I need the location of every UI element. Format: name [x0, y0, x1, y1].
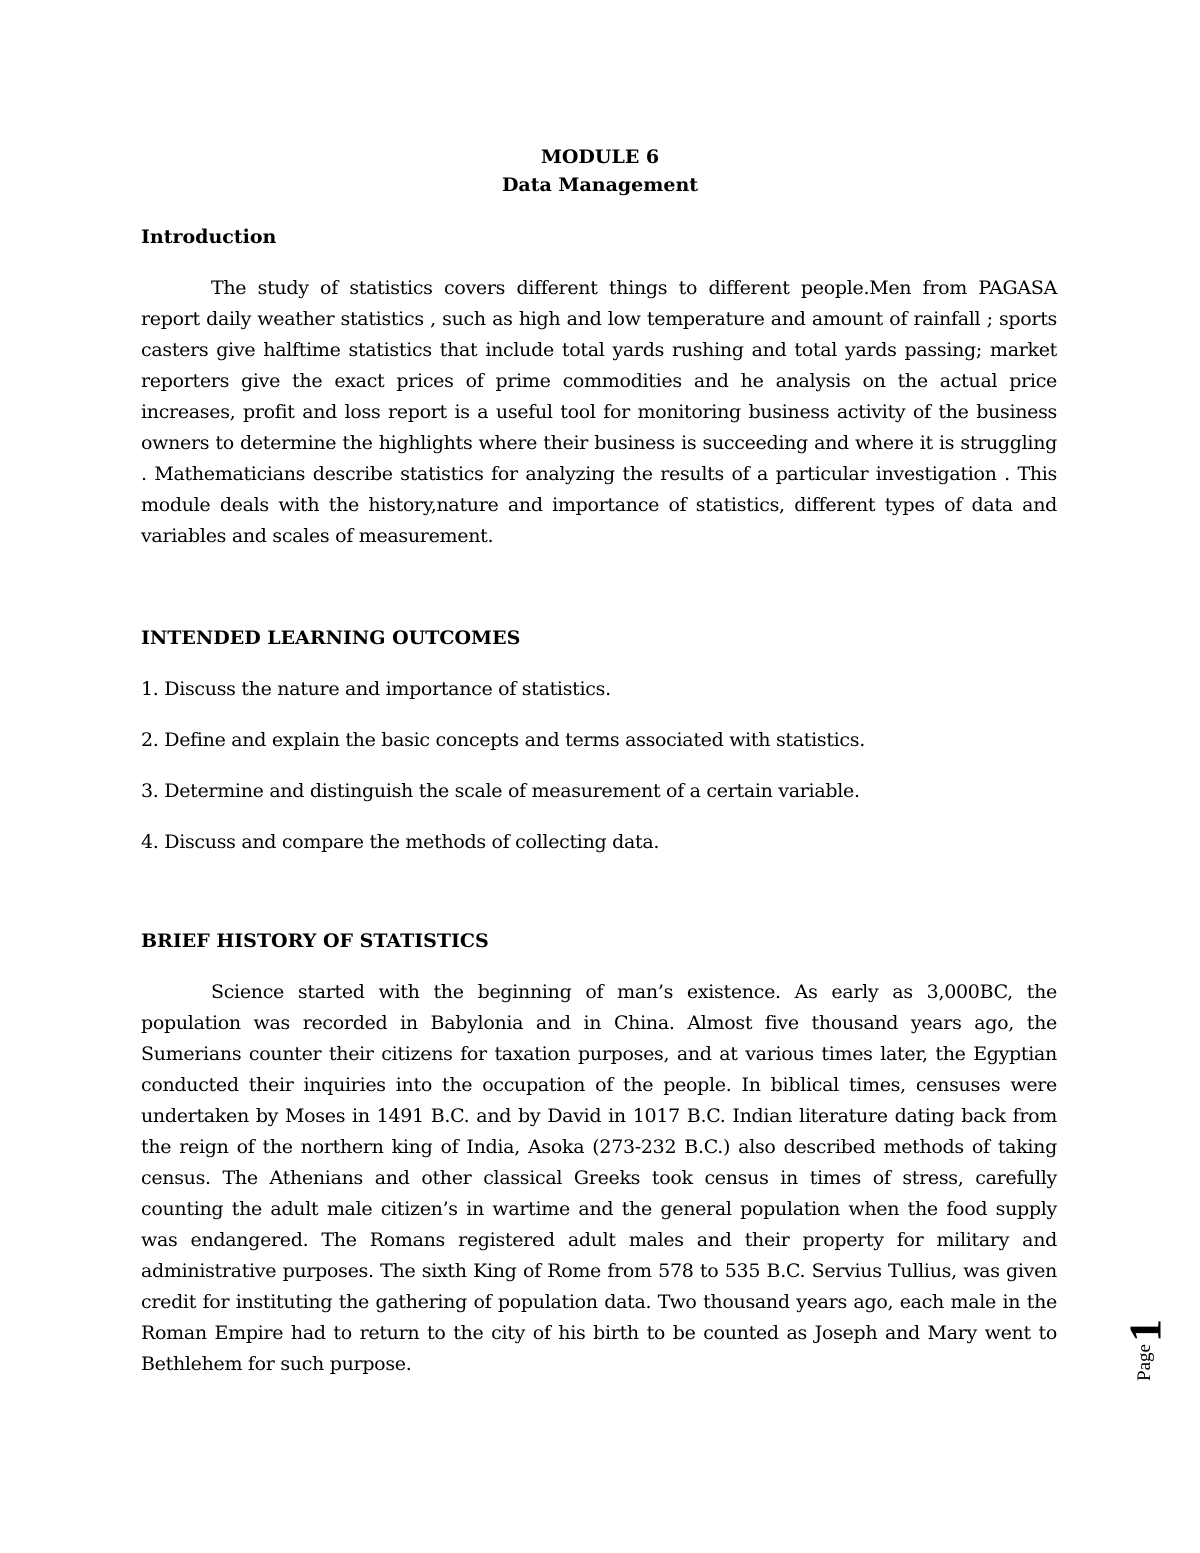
page-number-marker — [1105, 1295, 1185, 1405]
page-label: Page — [1134, 1344, 1155, 1381]
learning-outcomes-heading: INTENDED LEARNING OUTCOMES — [141, 627, 521, 649]
page-number: 1 — [1119, 1319, 1171, 1343]
learning-outcome-item: 2. Define and explain the basic concepts and terms associated with statistics. — [141, 729, 865, 751]
learning-outcomes-list — [141, 675, 865, 879]
introduction-heading: Introduction — [141, 226, 277, 248]
learning-outcome-item: 3. Determine and distinguish the scale of measurement of a certain variable. — [141, 780, 860, 802]
history-paragraph: Science started with the beginning of man’s existence. As early as 3,000BC, the population was recorded in Babylonia and in China. Almost five thousand years ago, the Sumerians counter their citizens for taxation purposes, and at various times later, the Egyptian conducted their inquiries into the occupation of the people. In biblical times, censuses were undertaken by Moses in 1491 B.C. and by David in 1017 B.C. Indian literature dating back from the reign of the northern king of India, Asoka (273-232 B.C.) also described methods of taking census. The Athenians and other classical Greeks took census in times of stress, carefully counting the adult male citizen’s in wartime and the general population when the food supply was endangered. The Romans registered adult males and their property for military and administrative purposes. The sixth King of Rome from 578 to 535 B.C. Servius Tullius, was given credit for instituting the gathering of population data. Two thousand years ago, each male in the Roman Empire had to return to the city of his birth to be counted as Joseph and Mary went to Bethlehem for such purpose. — [141, 981, 1057, 1375]
module-subtitle: Data Management — [501, 174, 699, 196]
introduction-paragraph: The study of statistics covers different things to different people.Men from PAGASA report daily weather statistics , such as high and low temperature and amount of rainfall ; sports casters give halftime statistics that include total yards rushing and total yards passing; market reporters give the exact prices of prime commodities and he analysis on the actual price increases, profit and loss report is a useful tool for monitoring business activity of the business owners to determine the highlights where their business is succeeding and where it is struggling . Mathematicians describe statistics for analyzing the results of a particular investigation . This module deals with the history,nature and importance of statistics, different types of data and variables and scales of measurement. — [141, 277, 1057, 547]
learning-outcome-item: 1. Discuss the nature and importance of statistics. — [141, 678, 611, 700]
history-heading: BRIEF HISTORY OF STATISTICS — [141, 930, 489, 952]
learning-outcome-item: 4. Discuss and compare the methods of collecting data. — [141, 831, 660, 853]
module-title: MODULE 6 — [540, 146, 660, 168]
module-title-block — [0, 143, 1200, 199]
